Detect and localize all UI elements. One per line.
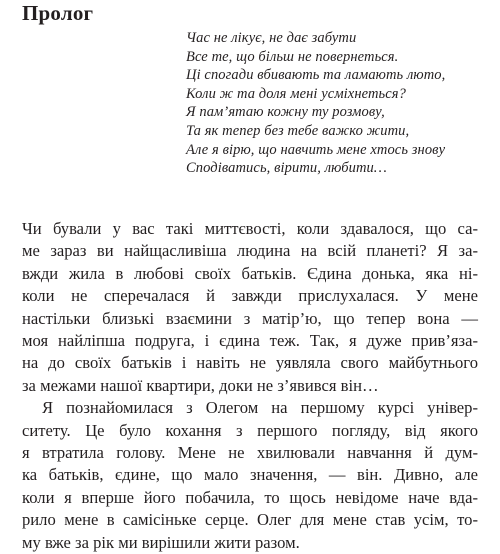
paragraph-2 xyxy=(22,397,478,554)
epigraph-poem xyxy=(186,29,445,178)
text-line: рило мене в самісіньке серце. Олег для мене став усім, то- xyxy=(22,510,478,530)
text-line: коли я вперше його побачила, то щось невідоме наче вда- xyxy=(22,487,478,507)
text-line: ме зараз ви найщасливіша людина на всій планеті? Я за- xyxy=(22,241,478,261)
epigraph-line: Коли ж та доля мені усміхнеться? xyxy=(186,85,406,102)
text-line: коли не сперечалася й завжди прислухалася. У мене xyxy=(22,286,478,306)
epigraph-line: Час не лікує, не дає забути xyxy=(186,30,357,46)
text-line: ка батьків, єдине, що мало значення, — він. Дивно, але xyxy=(22,465,478,485)
text-line: настільки близькі взаємини з матір’ю, що тепер вона — xyxy=(22,308,478,328)
text-line: моя найліпша подруга, і єдина теж. Так, я дуже прив’яза- xyxy=(22,331,478,351)
text-line: за межами нашої квартири, доки не з’явився він… xyxy=(22,375,379,395)
epigraph-line: Ці спогади вбивають та ламають люто, xyxy=(186,67,446,84)
epigraph-line: Сподіватись, вірити, любити… xyxy=(186,160,387,177)
paragraph-1 xyxy=(22,218,478,397)
chapter-title: Пролог xyxy=(22,1,94,25)
text-line: му вже за рік ми вирішили жити разом. xyxy=(22,532,300,552)
epigraph-line: Я пам’ятаю кожну ту розмову, xyxy=(186,104,385,121)
text-line: я втратила голову. Мене не хвилювали навчання й дум- xyxy=(22,443,478,463)
text-line: Я познайомилася з Олегом на першому курсі універ- xyxy=(42,398,478,418)
text-line: вжди жила в любові своїх батьків. Єдина донька, яка ні- xyxy=(22,263,478,283)
text-line: ситету. Це було кохання з першого погляду, від якого xyxy=(22,420,478,440)
epigraph-line: Та як тепер без тебе важко жити, xyxy=(186,122,410,139)
body-text xyxy=(22,218,478,554)
epigraph-line: Все те, що більш не повернеться. xyxy=(186,48,399,65)
text-line: Чи бували у вас такі миттєвості, коли здавалося, що са- xyxy=(22,219,478,238)
text-line: на до своїх батьків і навіть не уявляла свого майбутнього xyxy=(22,353,478,373)
epigraph-line: Але я вірю, що навчить мене хтось знову xyxy=(186,141,446,158)
